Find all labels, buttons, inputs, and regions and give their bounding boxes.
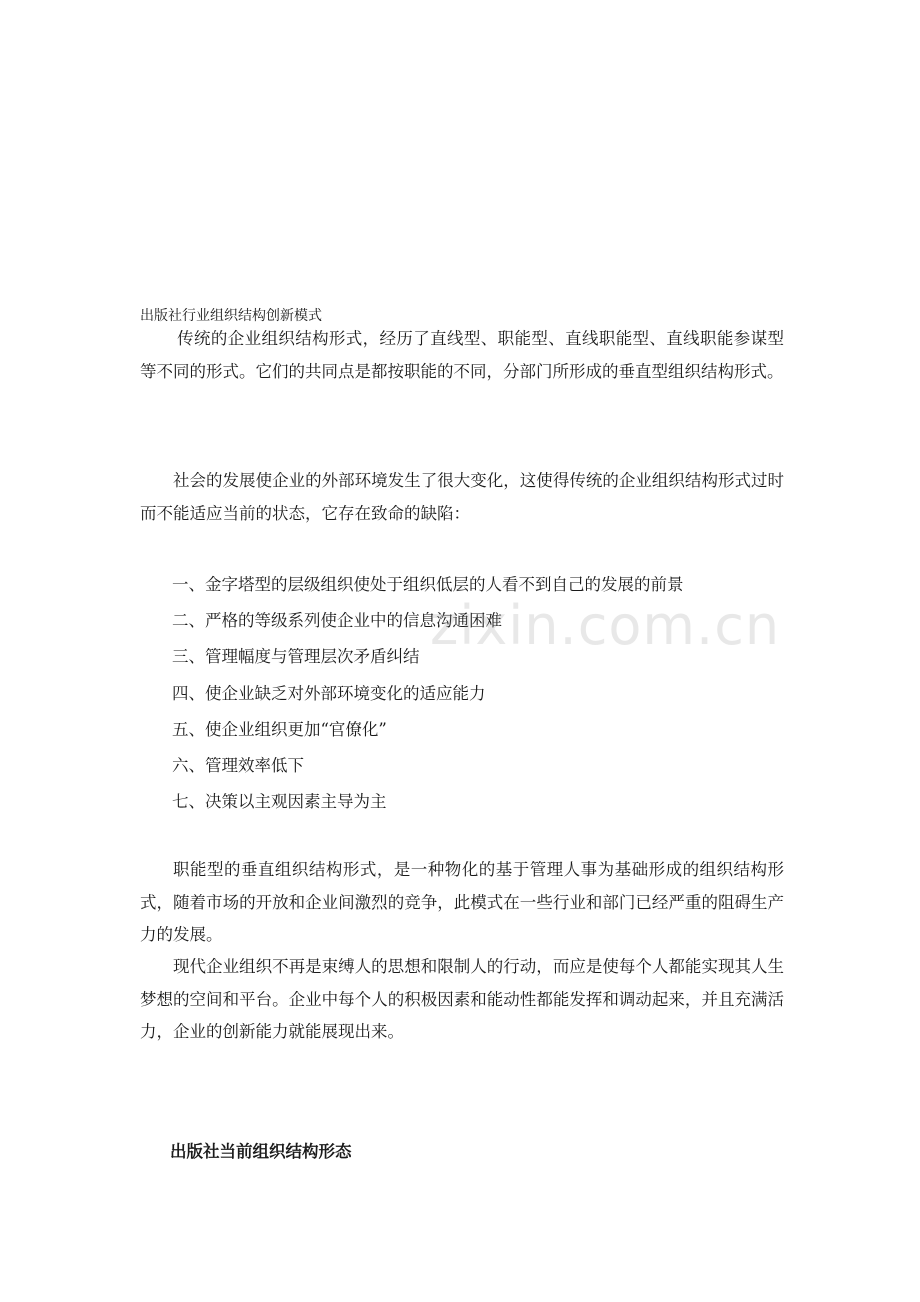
list-item: 二、严格的等级系列使企业中的信息沟通困难 xyxy=(172,611,502,631)
defects-list xyxy=(172,567,684,820)
list-item: 四、使企业缺乏对外部环境变化的适应能力 xyxy=(172,683,486,703)
paragraph-modern-organization: 现代企业组织不再是束缚人的思想和限制人的行动，而应是使每个人都能实现其人生梦想的空间和平台。企业中每个人的积极因素和能动性都能发挥和调动起来，并且充满活力，企业的创新能力就能展现出来。 xyxy=(140,957,784,1041)
document-title: 出版社行业组织结构创新模式 xyxy=(140,308,322,324)
watermark: zixin.com.cn xyxy=(430,594,781,657)
list-item: 七、决策以主观因素主导为主 xyxy=(172,792,387,812)
list-item: 一、金字塔型的层级组织使处于组织低层的人看不到自己的发展的前景 xyxy=(172,575,684,594)
list-item: 六、管理效率低下 xyxy=(172,755,304,775)
paragraph-environment-change: 社会的发展使企业的外部环境发生了很大变化，这使得传统的企业组织结构形式过时而不能适应当前的状态，它存在致命的缺陷： xyxy=(140,471,784,523)
paragraph-vertical-structure: 职能型的垂直组织结构形式，是一种物化的基于管理人事为基础形成的组织结构形式，随着市场的开放和企业间激烈的竞争，此模式在一些行业和部门已经严重的阻碍生产力的发展。 xyxy=(140,860,784,944)
paragraph-traditional-structures: 传统的企业组织结构形式，经历了直线型、职能型、直线职能型、直线职能参谋型等不同的形式。它们的共同点是都按职能的不同，分部门所形成的垂直型组织结构形式。 xyxy=(140,329,784,381)
list-item: 三、管理幅度与管理层次矛盾纠结 xyxy=(172,647,420,667)
list-item: 五、使企业组织更加“官僚化” xyxy=(172,719,387,739)
section-heading: 出版社当前组织结构形态 xyxy=(170,1142,352,1161)
